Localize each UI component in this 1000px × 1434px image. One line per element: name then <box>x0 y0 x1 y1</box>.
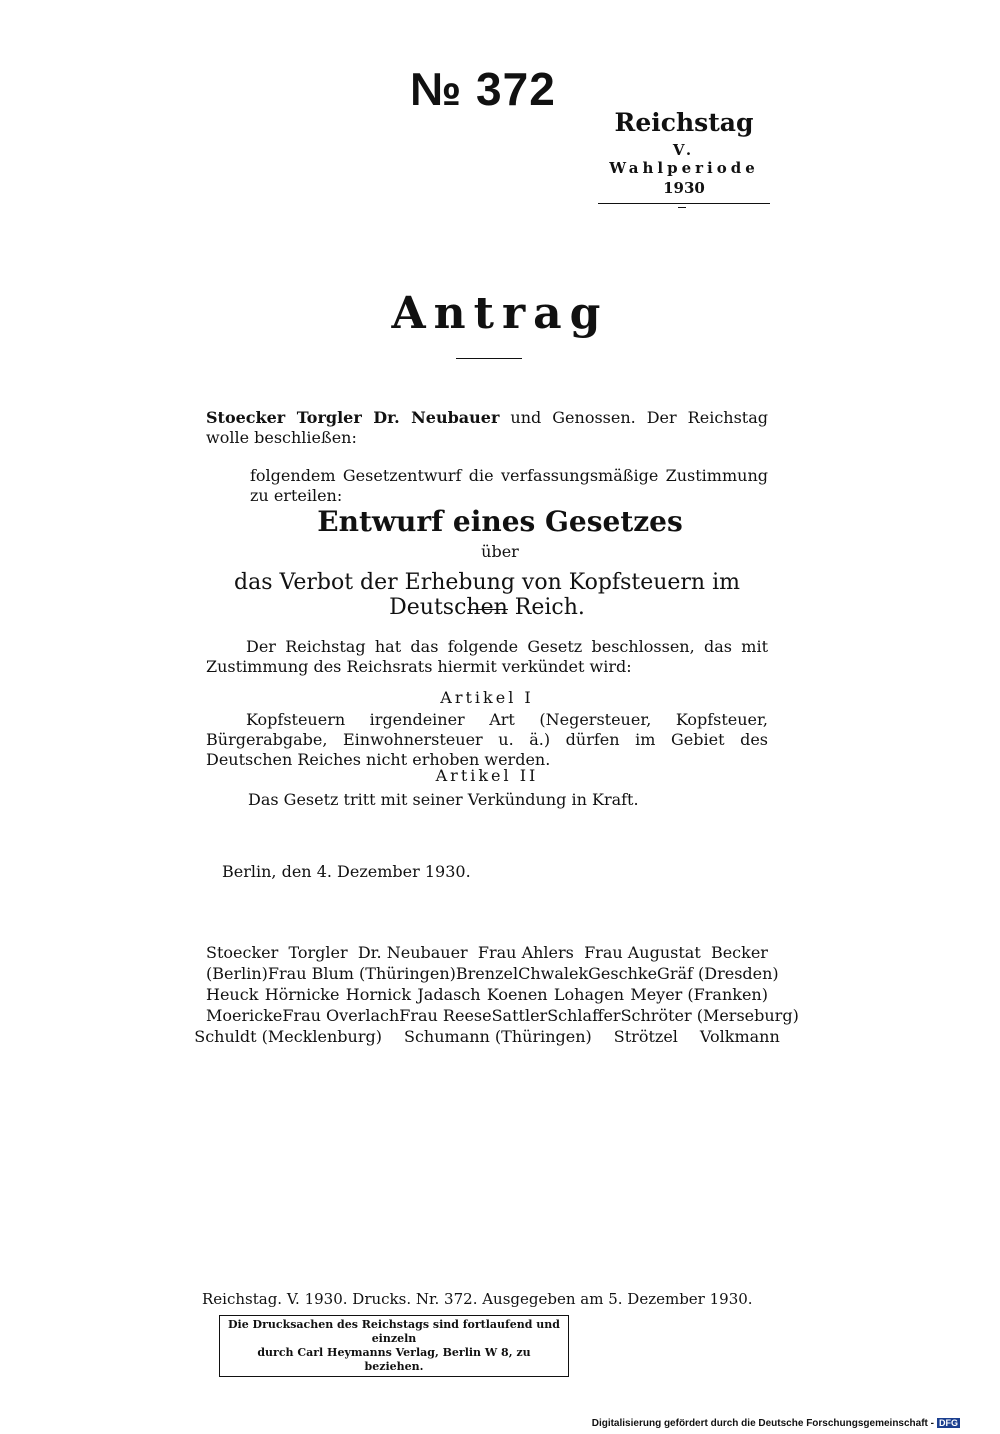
signatory-line <box>206 942 768 963</box>
signatory: Frau Augustat <box>584 943 701 962</box>
subject-rule <box>468 609 508 610</box>
signatory: Meyer (Franken) <box>630 985 768 1004</box>
signatory: Torgler <box>288 943 348 962</box>
notice-line-2: durch Carl Heymanns Verlag, Berlin W 8, zu beziehen. <box>257 1346 531 1373</box>
intro-rest: und Genossen. Der Reichstag wolle beschließen: <box>206 408 769 447</box>
article-2-text: Das Gesetz tritt mit seiner Verkündung in Kraft. <box>248 790 639 809</box>
consent-line: folgendem Gesetzentwurf die verfassungsmäßige Zustimmung zu erteilen: <box>250 466 768 505</box>
signatory: Schuldt (Mecklenburg) <box>194 1027 382 1046</box>
signatory: Moericke <box>206 1006 283 1025</box>
signatory-line <box>206 1005 799 1026</box>
header-rule <box>598 203 770 204</box>
signatory: Volkmann <box>699 1027 780 1046</box>
signatory: Schröter (Merseburg) <box>620 1006 799 1025</box>
digitization-text: Digitalisierung gefördert durch die Deutsche Forschungsgemeinschaft - <box>591 1418 934 1429</box>
reichstag-label: Reichstag <box>614 108 754 137</box>
dfg-logo: DFG <box>939 1418 958 1428</box>
signatory: Heuck <box>206 985 259 1004</box>
date-line: Berlin, den 4. Dezember 1930. <box>222 862 471 881</box>
page-title: Antrag <box>391 288 609 339</box>
signatory: Frau Ahlers <box>477 943 574 962</box>
signatory: Sattler <box>491 1006 548 1025</box>
signatory: Jadasch <box>417 985 481 1004</box>
reichstag-header-box <box>598 108 770 204</box>
signatory: Hörnicke <box>264 985 340 1004</box>
intro-names: Stoecker Torgler Dr. Neubauer <box>206 408 500 427</box>
signatory: Chwalek <box>518 964 589 983</box>
signatory: Frau Reese <box>399 1006 492 1025</box>
period-label: V. Wahlperiode <box>609 141 759 177</box>
signatory: Schumann (Thüringen) <box>403 1027 592 1046</box>
title-rule <box>456 358 522 359</box>
signatory: Gräf (Dresden) <box>657 964 779 983</box>
signatory: Geschke <box>588 964 658 983</box>
article-1-heading: Artikel I <box>440 688 534 707</box>
digitization-credit <box>592 1418 960 1429</box>
signatory: Stoecker <box>206 943 279 962</box>
signatory: Lohagen <box>553 985 625 1004</box>
article-2-heading: Artikel II <box>435 766 539 785</box>
ueber-label: über <box>481 542 519 561</box>
signatories-block <box>194 942 799 1047</box>
law-subject: das Verbot der Erhebung von Kopfsteuern im Deutschen Reich. <box>234 570 740 620</box>
signatory: Dr. Neubauer <box>357 943 468 962</box>
draft-heading: Entwurf eines Gesetzes <box>317 505 683 538</box>
signatory-line <box>206 963 779 984</box>
signatory: Strötzel <box>613 1027 678 1046</box>
article-1-text: Kopfsteuern irgendeiner Art (Negersteuer, Kopfsteuer, Bürgerabgabe, Einwohnersteuer u. ä.) dürfen im Gebiet des Deutschen Reiches nicht erhoben werden. <box>206 710 768 769</box>
signatory: Becker <box>710 943 768 962</box>
intro-paragraph <box>206 408 768 448</box>
signatory: Koenen <box>486 985 548 1004</box>
signatory: Hornick <box>345 985 412 1004</box>
print-footer: Reichstag. V. 1930. Drucks. Nr. 372. Ausgegeben am 5. Dezember 1930. <box>202 1290 753 1308</box>
signatory: Brenzel <box>455 964 519 983</box>
signatory: (Berlin) <box>206 964 268 983</box>
signatory-line <box>194 1026 780 1047</box>
signatory: Frau Blum (Thüringen) <box>267 964 456 983</box>
distribution-notice <box>219 1315 569 1377</box>
document-number: № 372 <box>410 63 556 115</box>
signatory: Frau Overlach <box>282 1006 400 1025</box>
signatory: Schlaffer <box>547 1006 621 1025</box>
preamble: Der Reichstag hat das folgende Gesetz beschlossen, das mit Zustimmung des Reichsrats hiermit verkündet wird: <box>206 637 768 676</box>
notice-line-1: Die Drucksachen des Reichstags sind fortlaufend und einzeln <box>228 1318 560 1345</box>
signatory-line <box>206 984 768 1005</box>
year-label: 1930 <box>663 179 705 197</box>
